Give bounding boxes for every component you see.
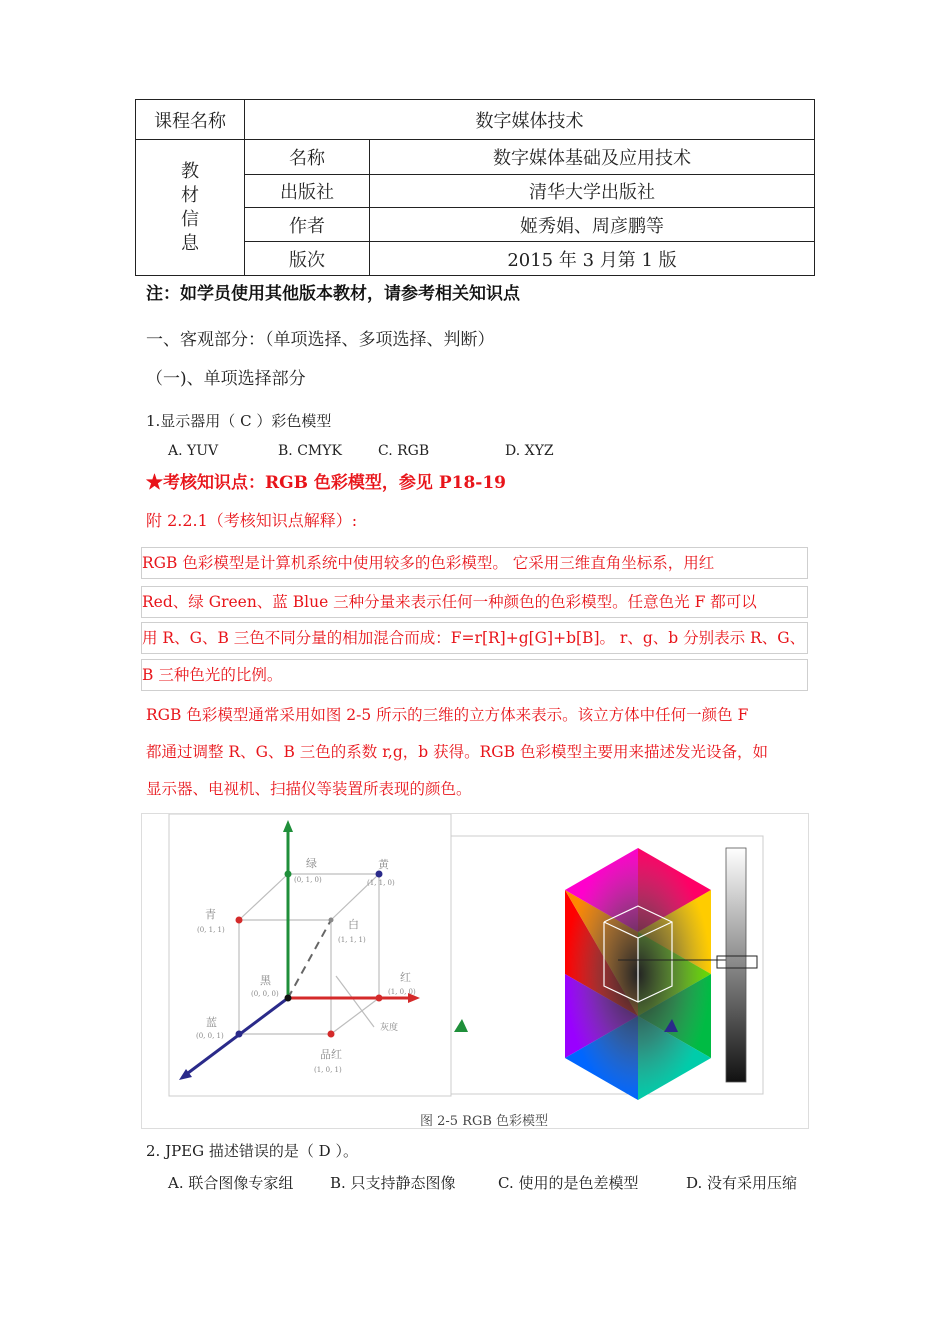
explanation-line: B 三种色光的比例。	[141, 659, 808, 691]
vertex-green	[285, 871, 292, 878]
vertex-cyan	[236, 917, 243, 924]
question-2-stem: 2. JPEG 描述错误的是（ D ）。	[146, 1142, 358, 1160]
label-red-coord: (1, 0, 0)	[388, 988, 416, 996]
label-cyan: 青	[205, 908, 216, 921]
explanation-line: Red、绿 Green、蓝 Blue 三种分量来表示任何一种颜色的色彩模型。任意色光 F 都可以	[141, 586, 808, 618]
label-black: 黑	[260, 974, 271, 987]
vertex-white	[329, 918, 334, 923]
rgb-cube-diagram	[142, 814, 808, 1104]
label-blue: 蓝	[206, 1016, 217, 1029]
question-1-option-d: D. XYZ	[505, 443, 554, 459]
question-1-option-a: A. YUV	[168, 443, 219, 459]
textbook-label-char: 教	[181, 160, 199, 182]
question-1-option-c: C. RGB	[378, 443, 430, 459]
label-cyan-coord: (0, 1, 1)	[197, 926, 225, 934]
label-blue-coord: (0, 0, 1)	[196, 1032, 224, 1040]
grayscale-bar	[726, 848, 746, 1082]
course-value: 数字媒体技术	[245, 100, 815, 140]
label-white-coord: (1, 1, 1)	[338, 936, 366, 944]
textbook-label-char: 息	[181, 232, 199, 254]
question-1-option-b: B. CMYK	[278, 443, 342, 459]
question-1-stem: 1.显示器用（ C ）彩色模型	[146, 412, 332, 430]
explanation-line: RGB 色彩模型是计算机系统中使用较多的色彩模型。 它采用三维直角坐标系，用红	[141, 547, 808, 579]
row-value: 姬秀娟、周彦鹏等	[370, 208, 815, 242]
label-magenta: 品红	[320, 1048, 342, 1061]
label-red: 红	[400, 971, 411, 984]
label-green: 绿	[306, 857, 317, 870]
question-2-option-b: B. 只支持静态图像	[330, 1174, 456, 1192]
subsection-heading: （一)、单项选择部分	[146, 369, 306, 389]
vertex-magenta	[328, 1031, 335, 1038]
textbook-info-label	[136, 140, 245, 276]
label-magenta-coord: (1, 0, 1)	[314, 1066, 342, 1074]
row-value: 2015 年 3 月第 1 版	[370, 242, 815, 276]
question-2-option-d: D. 没有采用压缩	[686, 1174, 798, 1192]
row-value: 数字媒体基础及应用技术	[370, 140, 815, 175]
appendix-heading: 附 2.2.1（考核知识点解释）:	[146, 511, 358, 530]
paragraph-line: 都通过调整 R、G、B 三色的系数 r,g，b 获得。RGB 色彩模型主要用来描述发光设备，如	[146, 743, 769, 761]
vertex-yellow	[376, 871, 383, 878]
course-label: 课程名称	[136, 100, 245, 140]
course-info-table	[135, 99, 815, 276]
vertex-blue	[236, 1031, 243, 1038]
knowledge-point: ★考核知识点：RGB 色彩模型，参见 P18-19	[146, 473, 507, 493]
paragraph-line: 显示器、电视机、扫描仪等装置所表现的颜色。	[146, 780, 472, 798]
label-black-coord: (0, 0, 0)	[251, 990, 279, 998]
label-yellow: 黄	[378, 858, 389, 871]
explanation-line: 用 R、G、B 三色不同分量的相加混合而成：F=r[R]+g[G]+b[B]。 r、g、b 分别表示 R、G、	[141, 622, 808, 654]
row-label: 出版社	[245, 175, 370, 208]
row-label: 版次	[245, 242, 370, 276]
row-label: 作者	[245, 208, 370, 242]
vertex-black	[285, 995, 292, 1002]
row-label: 名称	[245, 140, 370, 175]
figure-caption: 图 2-5 RGB 色彩模型	[420, 1114, 549, 1129]
label-white: 白	[348, 918, 359, 931]
question-2-option-c: C. 使用的是色差模型	[498, 1174, 639, 1192]
textbook-label-char: 材	[181, 184, 199, 206]
label-gray: 灰度	[380, 1023, 399, 1033]
label-yellow-coord: (1, 1, 0)	[367, 879, 395, 887]
section-heading: 一、客观部分：（单项选择、多项选择、判断）	[146, 330, 495, 350]
rgb-figure	[141, 813, 809, 1129]
label-green-coord: (0, 1, 0)	[294, 876, 322, 884]
version-note: 注：如学员使用其他版本教材，请参考相关知识点	[146, 284, 520, 304]
question-2-option-a: A. 联合图像专家组	[168, 1174, 294, 1192]
textbook-label-char: 信	[181, 208, 199, 230]
row-value: 清华大学出版社	[370, 175, 815, 208]
paragraph-line: RGB 色彩模型通常采用如图 2-5 所示的三维的立方体来表示。该立方体中任何一颜色 F	[146, 706, 749, 724]
vertex-red	[376, 995, 383, 1002]
